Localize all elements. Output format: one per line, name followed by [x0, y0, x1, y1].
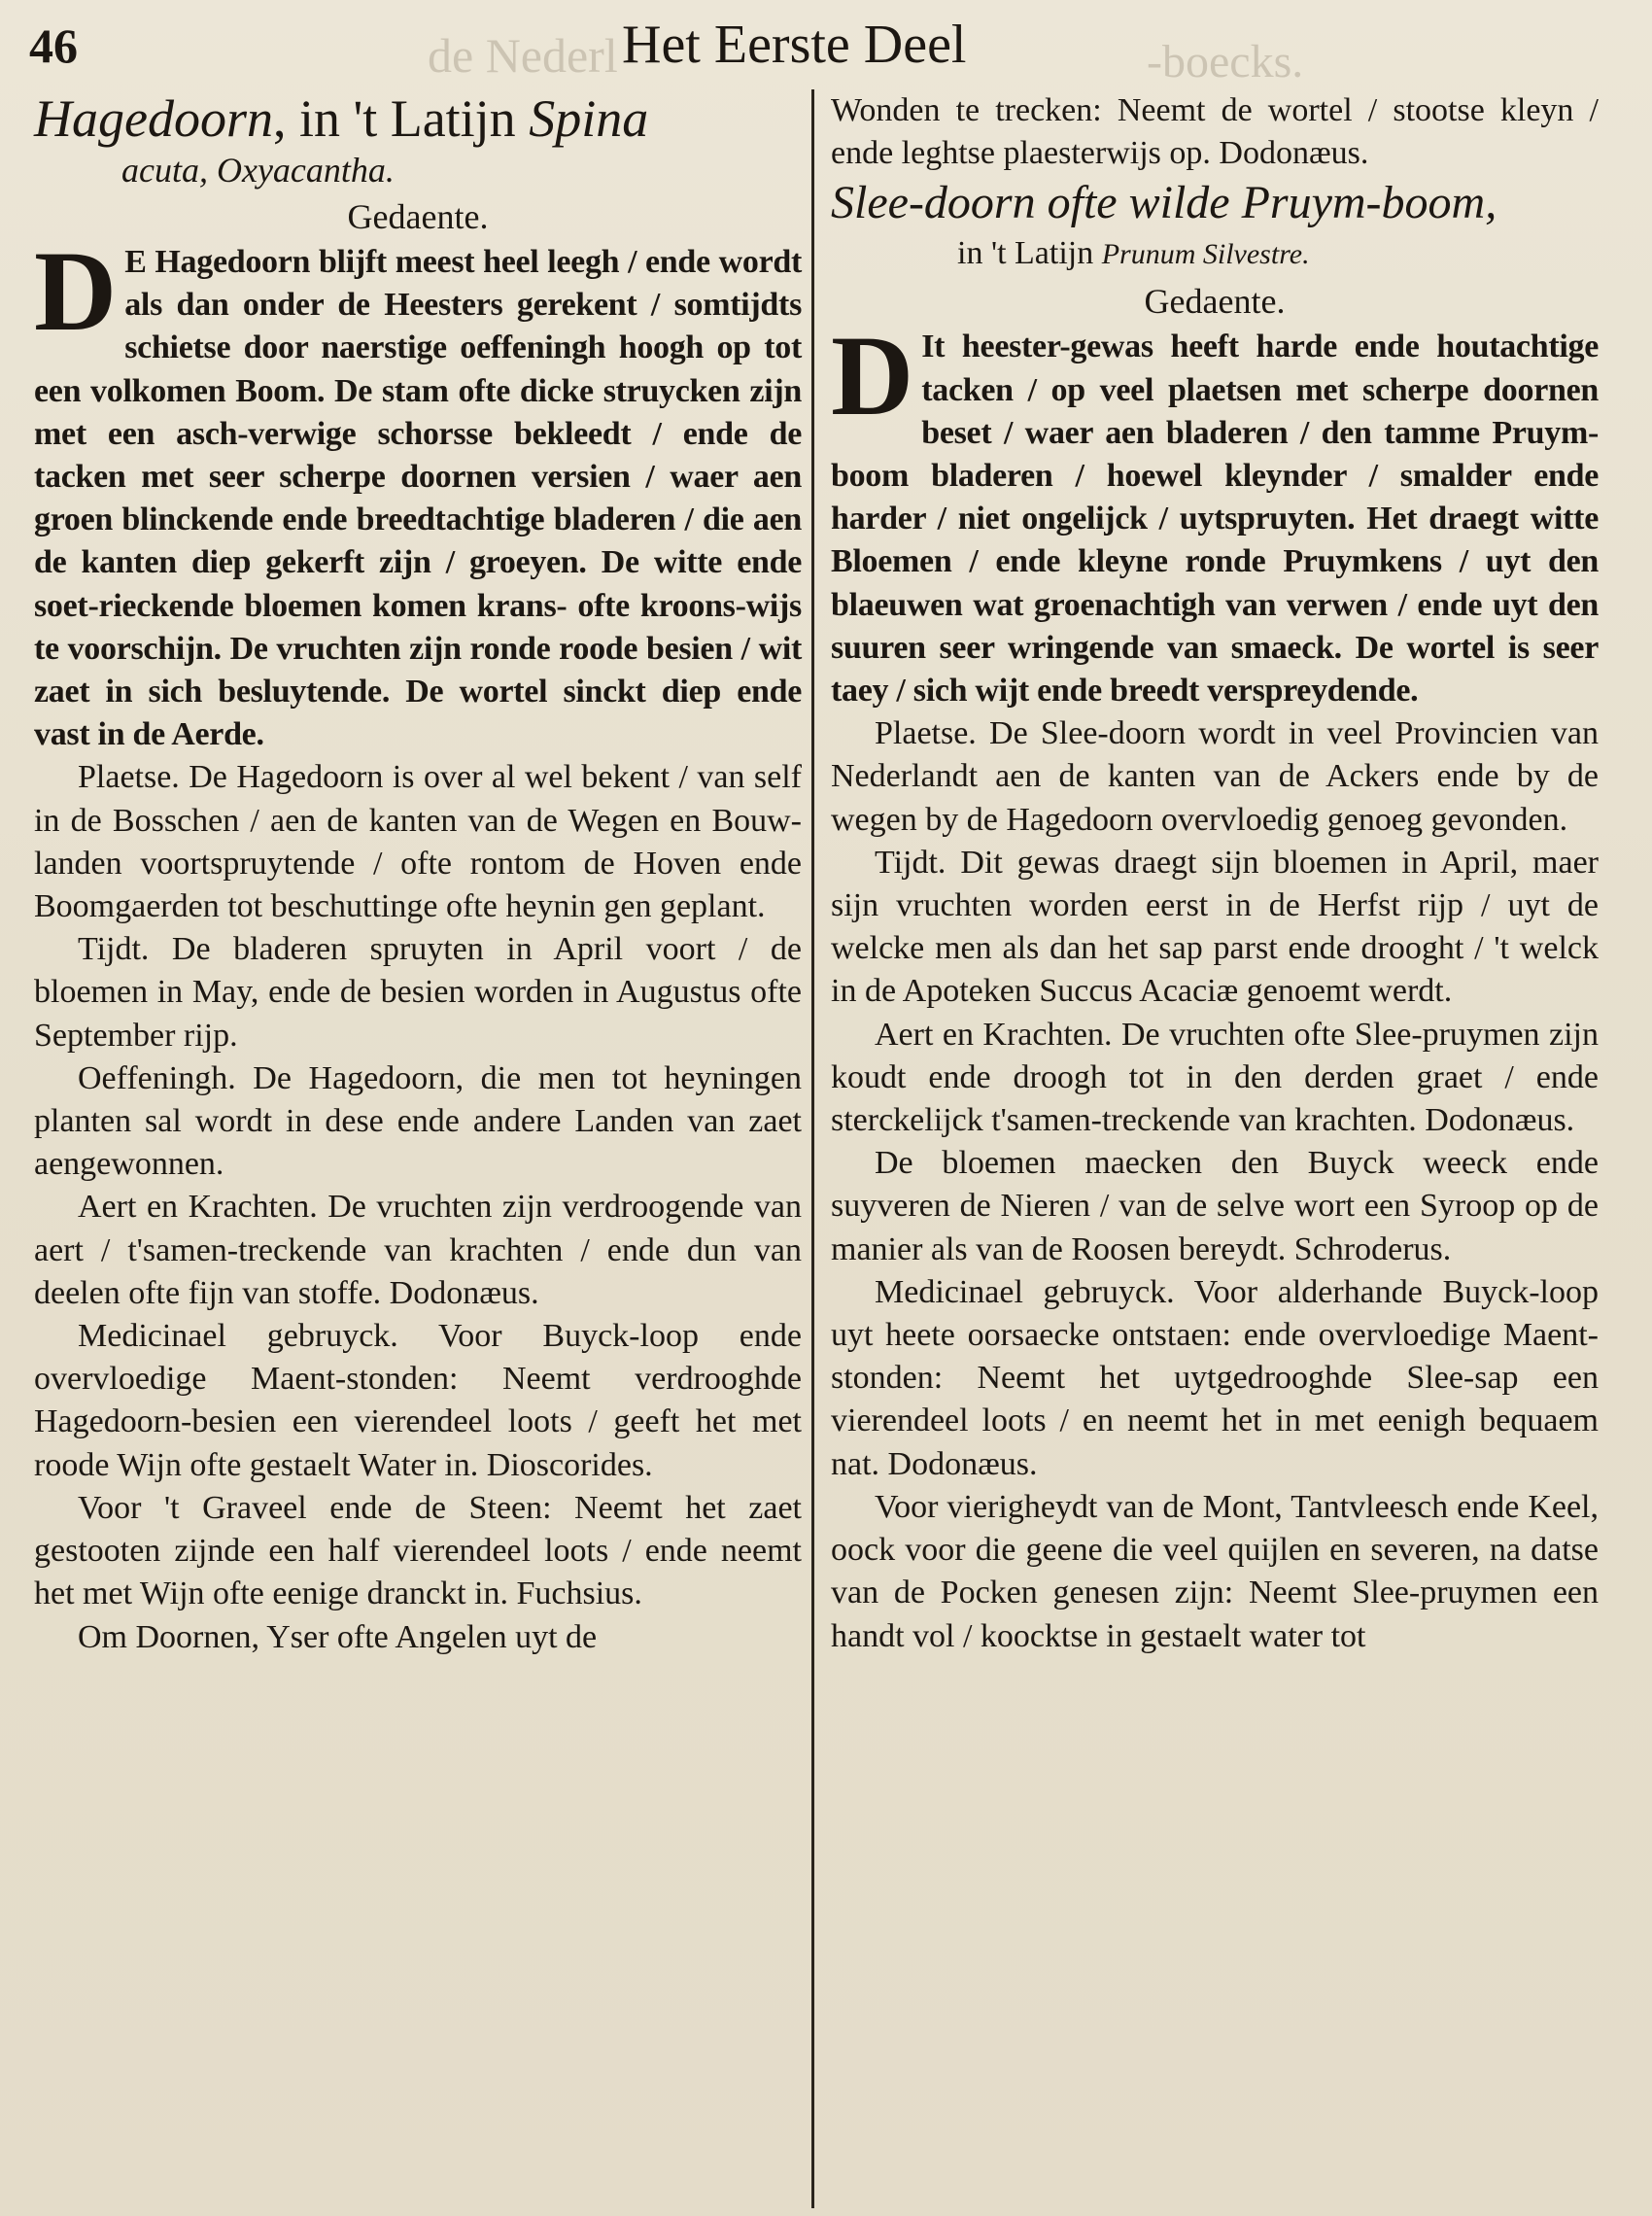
paragraph-plaetse: Plaetse. De Hagedoorn is over al wel bekent / van self in de Bosschen / aen de kanten van de Wegen en Bouw-landen voortspruytende / ofte rontom de Hoven ende Boomgaerden tot beschuttinge ofte heynin gen geplant. [34, 759, 802, 925]
paragraph-aert-krachten: Aert en Krachten. De vruchten zijn verdroogende van aert / t'samen-treckende van krachten / ende dun van deelen ofte fijn van stoffe. Dodonæus. [34, 1189, 802, 1311]
paragraph-continued: Wonden te trecken: Neemt de wortel / stootse kleyn / ende leghtse plaesterwijs op. Dodonæus. [831, 92, 1599, 172]
drop-cap: D [34, 227, 118, 355]
paragraph-tijdt-right: Tijdt. Dit gewas draegt sijn bloemen in April, maer sijn vruchten worden eerst in de Herfst rijp / uyt de welcke men als dan het sap parst ende drooght / 't welck in de Apoteken Succus Acaciæ genoemt werdt. [831, 844, 1599, 1010]
show-through-heading-right: -boecks. [1147, 36, 1304, 87]
subtitle-prefix: in 't Latijn [957, 235, 1102, 272]
paragraph-vierigheydt: Voor vierigheydt van de Mont, Tantvleesch ende Keel, oock voor die geene die veel quijlen en severen, na datse van de Pocken genesen zijn: Neemt Slee-pruymen een handt vol / koocktse in gestaelt water tot [831, 1488, 1599, 1654]
section-heading-gedaente: Gedaente. [347, 197, 489, 236]
entry-subtitle-right [831, 231, 1599, 277]
entry-subtitle: acuta, Oxyacantha. [121, 151, 395, 190]
paragraph-graveel: Voor 't Graveel ende de Steen: Neemt het zaet gestooten zijnde een half vierendeel loots / ende neemt het met Wijn ofte eenige dranckt in. Fuchsius. [34, 1489, 802, 1612]
entry-title-rest: , in 't Latijn [272, 89, 530, 148]
page-number: 46 [29, 18, 78, 73]
entry-title-latin: Spina [529, 89, 649, 148]
entry-title-hagedoorn [34, 89, 802, 148]
paragraph-medicinael: Medicinael gebruyck. Voor Buyck-loop ende overvloedige Maent-stonden: Neemt verdrooghde Hagedoorn-besien een vierendeel loots / geeft het met roode Wijn ofte gestaelt Water in. Dioscorides. [34, 1318, 802, 1483]
left-column [34, 89, 802, 1659]
column-divider [811, 89, 814, 2208]
paragraph-text: E Hagedoorn blijft meest heel leegh / ende wordt als dan onder de Heesters gerekent / somtijdts schietse door naerstige oeffeningh hoogh op tot een volkomen Boom. De stam ofte dicke struycken zijn met een asch-verwige schorsse bekleedt / ende de tacken met seer scherpe doornen versien / waer aen groen blinckende ende breedtachtige bladeren / die aen de kanten diep gekerft zijn / groeyen. De witte ende soet-rieckende bloemen komen krans- ofte kroons-wijs te voorschijn. De vruchten zijn ronde roode besien / wit zaet in sich besluytende. De wortel sinckt diep ende vast in de Aerde. [34, 244, 802, 753]
running-head: Het Eerste Deel [622, 15, 967, 75]
paragraph-doornen: Om Doornen, Yser ofte Angelen uyt de [78, 1618, 598, 1655]
section-heading-gedaente-right: Gedaente. [1144, 282, 1286, 322]
subtitle-latin: Prunum Silvestre. [1101, 238, 1310, 271]
paragraph-plaetse-right: Plaetse. De Slee-doorn wordt in veel Provincien van Nederlandt aen de kanten van de Ackers ende by de wegen by de Hagedoorn overvloedig genoeg gevonden. [831, 715, 1599, 838]
paragraph-text-right: It heester-gewas heeft harde ende houtachtige tacken / op veel plaetsen met scherpe doornen beset / waer aen bladeren / den tamme Pruym-boom bladeren / hoewel kleynder / smalder ende harder / niet ongelijck / uytspruyten. Het draegt witte Bloemen / ende kleyne ronde Pruymkens / uyt den blaeuwen wat groenachtigh van verwen / ende uyt den suuren seer wringende van smaeck. De wortel is seer taey / sich wijt ende breedt verspreydende. [831, 329, 1599, 710]
drop-cap-right: D [831, 312, 914, 440]
paragraph-description-right [831, 312, 1599, 712]
paragraph-oeffeningh: Oeffeningh. De Hagedoorn, die men tot heyningen planten sal wordt in dese ende andere Landen van zaet aengewonnen. [34, 1059, 802, 1183]
entry-title-main: Hagedoorn [34, 89, 273, 148]
page-header [0, 0, 1652, 87]
paragraph-bloemen: De bloemen maecken den Buyck weeck ende suyveren de Nieren / van de selve wort een Syroop op de manier als van de Roosen bereydt. Schroderus. [831, 1145, 1599, 1267]
paragraph-aert-krachten-right: Aert en Krachten. De vruchten ofte Slee-pruymen zijn koudt ende droogh tot in den derden graet / ende sterckelijck t'samen-treckende van krachten. Dodonæus. [831, 1016, 1599, 1139]
entry-title-slee-doorn: Slee-doorn ofte wilde Pruym-boom, [831, 177, 1497, 229]
right-column [831, 89, 1599, 1658]
paragraph-tijdt: Tijdt. De bladeren spruyten in April voort / de bloemen in May, ende de besien worden in Augustus ofte September rijp. [34, 931, 802, 1054]
paragraph-medicinael-right: Medicinael gebruyck. Voor alderhande Buyck-loop uyt heete oorsaecke ontstaen: ende overvloedige Maent-stonden: Neemt het uytgedrooghde Slee-sap een vierendeel loots / en neemt het in met eenigh bequaem nat. Dodonæus. [831, 1273, 1599, 1482]
paragraph-description [34, 227, 802, 756]
show-through-heading-left: de Nederl [428, 28, 618, 83]
